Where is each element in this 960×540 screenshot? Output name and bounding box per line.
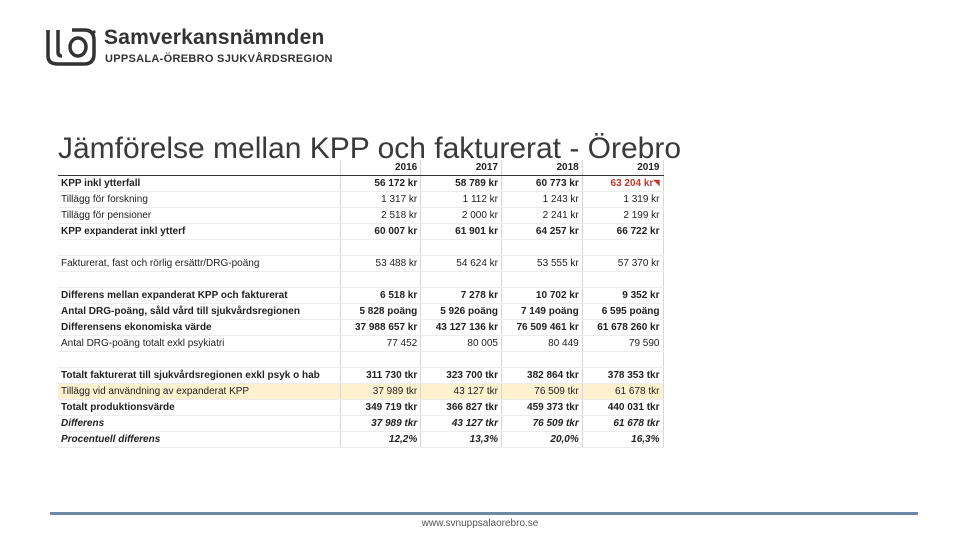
value-cell: 7 278 kr [421,288,502,304]
row-label: Antal DRG-poäng, såld vård till sjukvårdsregionen [58,304,340,320]
header-label-cell [58,160,340,176]
value-cell: 76 509 tkr [502,384,583,400]
footer-url: www.svnuppsalaorebro.se [421,518,539,529]
table-row [58,288,663,304]
value-cell: 1 317 kr [340,192,421,208]
table-row [58,192,663,208]
table-row [58,240,663,256]
table-row [58,224,663,240]
value-cell: 440 031 tkr [582,400,663,416]
value-cell: 43 127 tkr [421,384,502,400]
value-cell: 10 702 kr [502,288,583,304]
value-cell: 80 449 [502,336,583,352]
value-cell [421,272,502,288]
row-label [58,240,340,256]
table-row [58,336,663,352]
logo-subtitle: UPPSALA-ÖREBRO SJUKVÅRDSREGION [105,53,333,65]
table-header-row [58,160,663,176]
value-cell [340,272,421,288]
header-year: 2019 [582,160,663,176]
row-label: Antal DRG-poäng totalt exkl psykiatri [58,336,340,352]
value-cell: 311 730 tkr [340,368,421,384]
value-cell: 56 172 kr [340,176,421,192]
value-cell: 53 488 kr [340,256,421,272]
value-cell: 2 199 kr [582,208,663,224]
table-row [58,304,663,320]
row-label: Fakturerat, fast och rörlig ersättr/DRG-poäng [58,256,340,272]
row-label: Differens [58,416,340,432]
value-cell: 64 257 kr [502,224,583,240]
value-cell: 2 518 kr [340,208,421,224]
row-label [58,272,340,288]
value-cell [421,352,502,368]
value-cell: 1 243 kr [502,192,583,208]
value-cell: 9 352 kr [582,288,663,304]
table-row [58,384,663,400]
value-cell: 7 149 poäng [502,304,583,320]
footer-divider [50,512,918,515]
value-cell: 459 373 tkr [502,400,583,416]
row-label: KPP expanderat inkl ytterf [58,224,340,240]
value-cell: 43 127 136 kr [421,320,502,336]
value-cell [502,240,583,256]
value-cell: 60 773 kr [502,176,583,192]
header-year: 2016 [340,160,421,176]
samverkansnamnden-logo-icon [44,28,98,66]
row-label: Differensens ekonomiska värde [58,320,340,336]
table-row [58,272,663,288]
row-label: KPP inkl ytterfall [58,176,340,192]
value-cell [421,240,502,256]
value-cell: 61 678 tkr [582,416,663,432]
value-cell: 5 926 poäng [421,304,502,320]
value-cell: 79 590 [582,336,663,352]
value-cell [502,352,583,368]
table-row [58,400,663,416]
value-cell: 16,3% [582,432,663,448]
value-cell [582,272,663,288]
row-label: Tillägg för forskning [58,192,340,208]
value-cell: 382 864 tkr [502,368,583,384]
value-cell: 37 989 tkr [340,384,421,400]
value-cell: 54 624 kr [421,256,502,272]
value-cell: 323 700 tkr [421,368,502,384]
slide-title: Jämförelse mellan KPP och fakturerat - Örebro [58,132,682,166]
table-row [58,352,663,368]
logo-name: Samverkansnämnden [104,26,325,49]
table-row [58,320,663,336]
value-cell: 60 007 kr [340,224,421,240]
value-cell: 13,3% [421,432,502,448]
row-label [58,352,340,368]
value-cell: 80 005 [421,336,502,352]
value-cell [582,240,663,256]
logo [44,20,344,70]
value-cell: 2 000 kr [421,208,502,224]
row-label: Tillägg för pensioner [58,208,340,224]
value-cell: 63 204 kr◥ [582,176,663,192]
row-label: Tillägg vid användning av expanderat KPP [58,384,340,400]
header-year: 2018 [502,160,583,176]
value-cell: 366 827 tkr [421,400,502,416]
table-row [58,256,663,272]
value-cell: 66 722 kr [582,224,663,240]
value-cell: 20,0% [502,432,583,448]
value-cell: 76 509 461 kr [502,320,583,336]
value-cell: 61 678 tkr [582,384,663,400]
value-cell: 57 370 kr [582,256,663,272]
table-row [58,208,663,224]
value-cell: 43 127 tkr [421,416,502,432]
value-cell: 58 789 kr [421,176,502,192]
table-row [58,176,663,192]
value-cell: 12,2% [340,432,421,448]
value-cell [502,272,583,288]
value-cell [582,352,663,368]
table-row [58,432,663,448]
value-cell: 53 555 kr [502,256,583,272]
value-cell: 37 989 tkr [340,416,421,432]
value-cell: 61 901 kr [421,224,502,240]
table-row [58,416,663,432]
row-label: Differens mellan expanderat KPP och fakturerat [58,288,340,304]
comment-marker-icon: ◥ [653,178,660,187]
value-cell: 76 509 tkr [502,416,583,432]
value-cell: 1 319 kr [582,192,663,208]
value-cell: 6 518 kr [340,288,421,304]
value-cell: 1 112 kr [421,192,502,208]
table-row [58,368,663,384]
value-cell: 2 241 kr [502,208,583,224]
header-year: 2017 [421,160,502,176]
value-cell: 378 353 tkr [582,368,663,384]
value-cell: 37 988 657 kr [340,320,421,336]
row-label: Totalt fakturerat till sjukvårdsregionen exkl psyk o hab [58,368,340,384]
value-cell [340,352,421,368]
value-cell [340,240,421,256]
comparison-table [58,160,664,448]
value-cell: 6 595 poäng [582,304,663,320]
value-cell: 349 719 tkr [340,400,421,416]
row-label: Procentuell differens [58,432,340,448]
comparison-table-container [58,160,663,448]
value-cell: 77 452 [340,336,421,352]
table-body [58,176,663,448]
value-cell: 61 678 260 kr [582,320,663,336]
row-label: Totalt produktionsvärde [58,400,340,416]
value-cell: 5 828 poäng [340,304,421,320]
